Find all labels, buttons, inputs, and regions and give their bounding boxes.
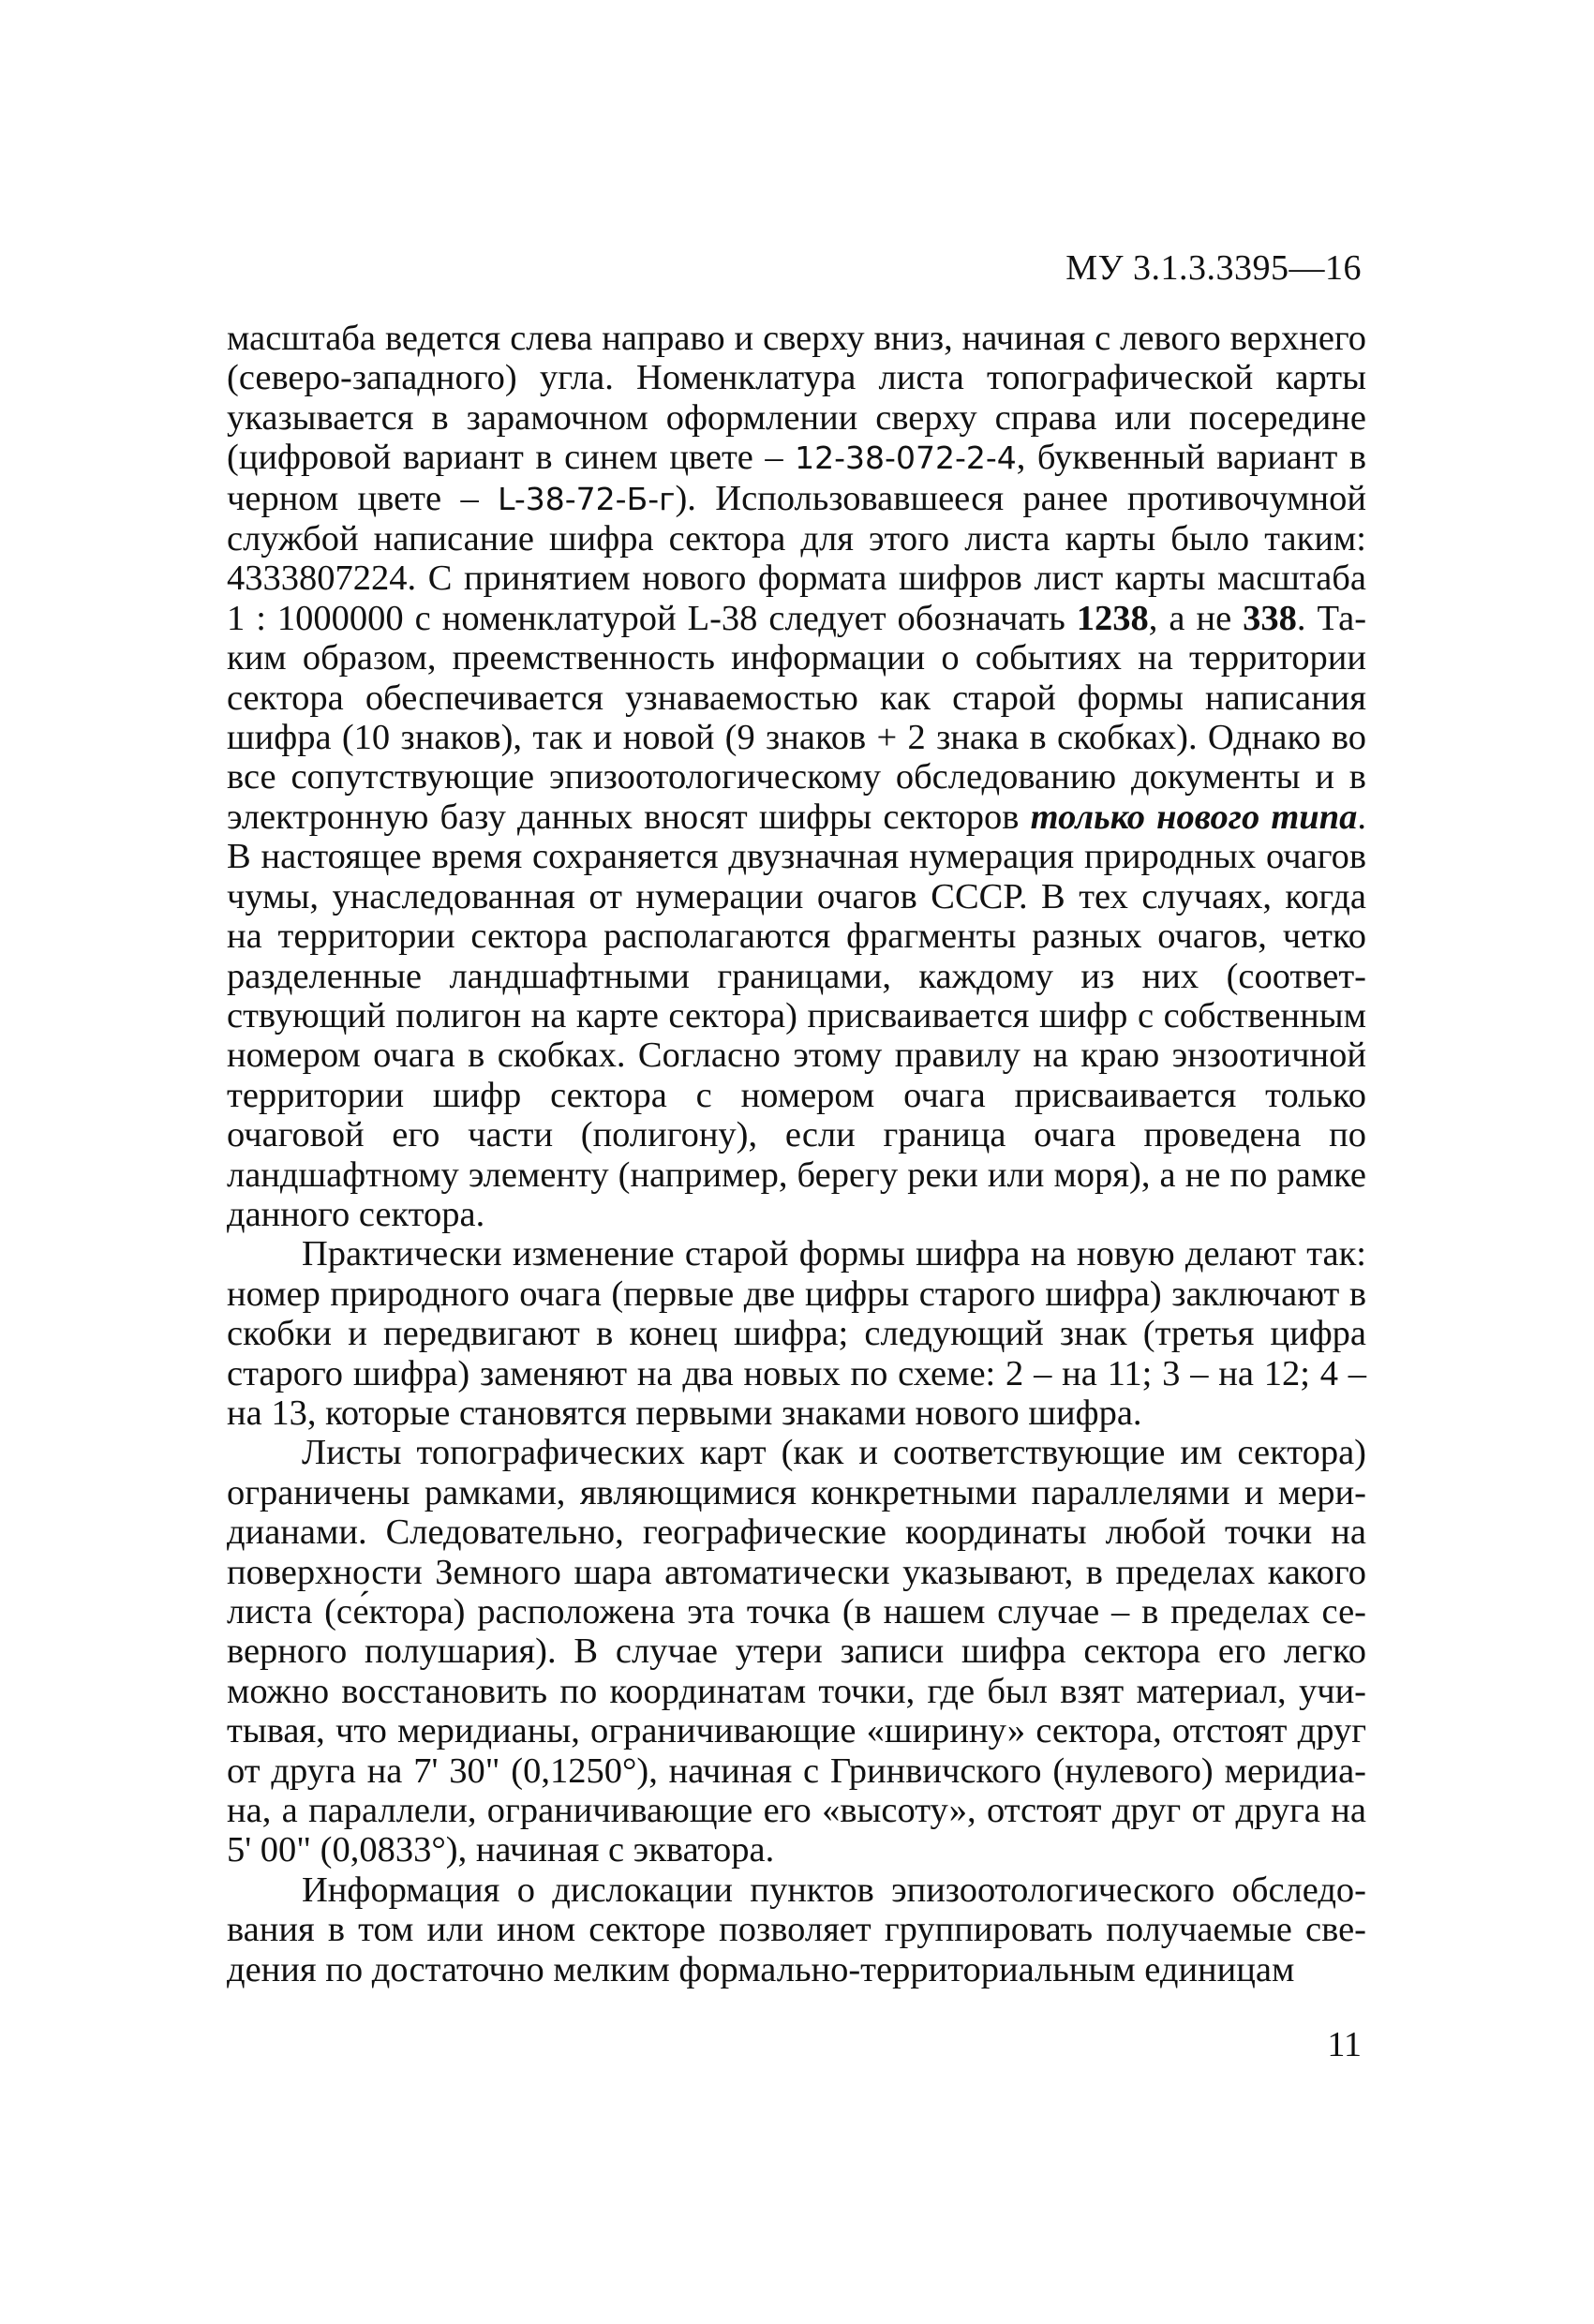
bold-code-1238: 1238 — [1076, 598, 1149, 638]
text-segment: . Таким образом, преемственность информации о событиях на территории сектора обеспечивается узнаваемостью как старой формы написания шифра (10 знаков), так и новой (9 знаков + 2 знака в скобках). Однако во все сопутствующие эпизоотологическому обследованию документы и в электронную базу данных вносят шифры секторов — [227, 598, 1367, 837]
text-segment: Практически изменение старой формы шифра на новую делают так: номер природного очага (первые две цифры старого шифра) заключают в скобки и передвигают в конец шифра; следующий знак (третья цифра старого шифра) заменяют на два новых по схеме: 2 – на 11; 3 – на 12; 4 – на 13, которые становятся первыми знаками нового шифра. — [227, 1234, 1366, 1433]
paragraph — [227, 1234, 1366, 1433]
page-number: 11 — [1327, 2025, 1362, 2064]
bold-code-338: 338 — [1243, 598, 1297, 638]
paragraph — [227, 1433, 1366, 1870]
document-code-header: МУ 3.1.3.3395—16 — [1065, 248, 1362, 288]
text-segment: Информация о дислокации пунктов эпизоотологического обследования в том или ином секторе позволяет группировать получаемые сведения по достаточно мелким формально-территориальным единицам — [227, 1870, 1366, 1989]
map-code-digital: 12-38-072-2-4 — [795, 439, 1017, 477]
paragraph — [227, 1870, 1366, 1989]
paragraph — [227, 319, 1366, 1234]
map-code-letter: L-38-72-Б-г — [498, 480, 676, 517]
text-segment: . В настоящее время сохраняется двузначная нумерация природных очагов чумы, унаследованная от нумерации очагов СССР. В тех случаях, когда на территории сектора располагаются фрагменты разных очагов, четко разделенные ландшафтными границами, каждому из них (соответствующий полигон на карте сектора) присваивается шифр с собственным номером очага в скобках. Согласно этому правилу на краю энзоотичной территории шифр сектора с номером очага присваивается только очаговой его части (полигону), если граница очага проведена по ландшафтному элементу (например, берегу реки или моря), а не по рамке данного сектора. — [227, 797, 1366, 1234]
text-segment: , буквенный вариант в черном цвете – — [227, 438, 1366, 518]
body-text — [227, 319, 1366, 1989]
text-segment: Листы топографических карт (как и соответствующие им сектора) ограничены рамками, являющимися конкретными параллелями и меридианами. Следовательно, географические координаты любой точки на поверхности Земного шара автоматически указывают, в пределах какого листа (се́ктора) расположена эта точка (в нашем случае – в пределах северного полушария). В случае утери записи шифра сектора его легко можно восстановить по координатам точки, где был взят материал, учитывая, что меридианы, ограничивающие «ширину» сектора, отстоят друг от друга на 7' 30" (0,1250°), начиная с Гринвичского (нулевого) меридиана, а параллели, ограничивающие его «высоту», отстоят друг от друга на 5' 00" (0,0833°), начиная с экватора. — [227, 1433, 1366, 1870]
text-segment: масштаба ведется слева направо и сверху вниз, начиная с левого верхнего (северо-западного) угла. Номенклатура листа топографической карты указывается в зарамочном оформлении сверху справа или посередине (цифровой вариант в синем цвете – — [227, 319, 1366, 478]
text-segment: ). Использовавшееся ранее противочумной службой написание шифра сектора для этого листа карты было таким: 4333807224. С принятием нового формата шифров лист карты масштаба 1 : 1000000 с номенклатурой L-38 следует обозначать — [227, 478, 1366, 638]
emphasis-text: только нового типа — [1030, 797, 1358, 837]
text-segment: , а не — [1148, 598, 1244, 638]
